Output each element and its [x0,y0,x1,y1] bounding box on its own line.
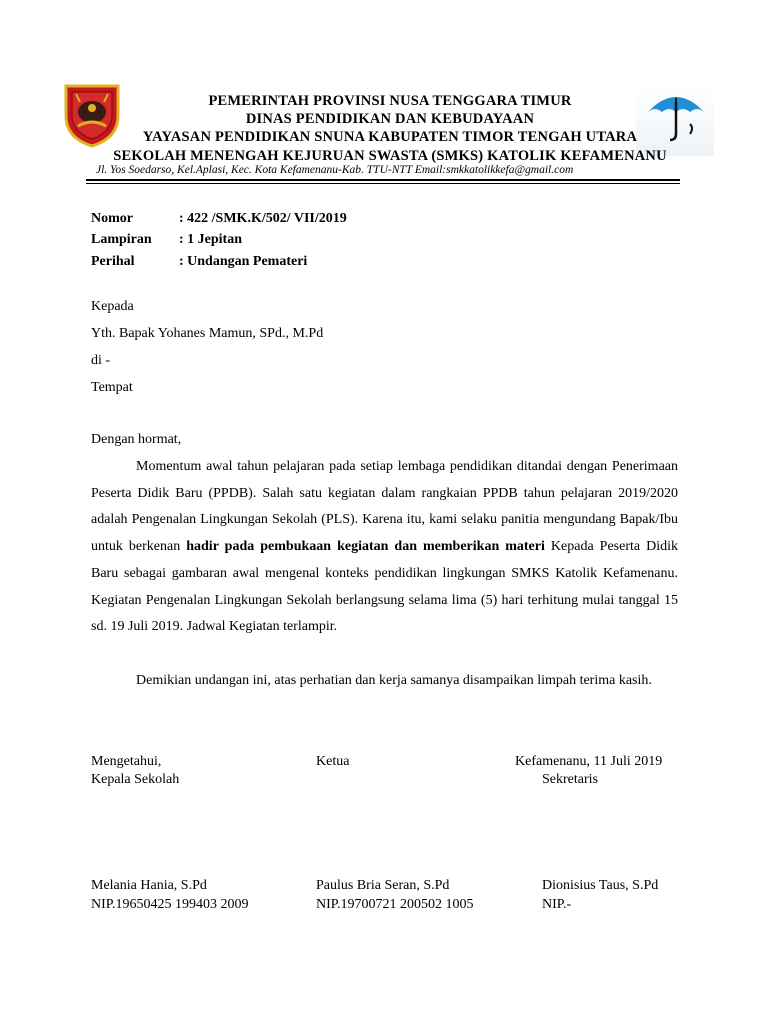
body-paragraph-2: Demikian undangan ini, atas perhatian dan kerja samanya disampaikan limpah terima kasih. [136,673,652,688]
letterhead-line-3: YAYASAN PENDIDIKAN SNUNA KABUPATEN TIMOR TENGAH UTARA [142,129,638,145]
sig-right-nip: NIP.- [542,897,572,912]
sig-left-name: Melania Hania, S.Pd [91,878,207,893]
sig-left-nip: NIP.19650425 199403 2009 [91,897,249,912]
nomor-value: : 422 /SMK.K/502/ VII/2019 [179,211,347,226]
lampiran-label: Lampiran [91,232,152,247]
recipient-di: di - [91,353,111,368]
letterhead-line-2: DINAS PENDIDIKAN DAN KEBUDAYAAN [245,111,535,127]
paragraph-1-part-2: Kepada Peserta Didik Baru sebagai gambaran awal mengenal konteks pendidikan lingkungan SMKS Katolik Kefamenanu. Kegiatan Pengenalan Lingkungan Sekolah berlangsung selama lima (5) hari terhitung mulai tanggal 15 sd. 19 Juli 2019. Jadwal Kegiatan terlampir. [91,539,678,635]
nomor-label: Nomor [91,211,133,226]
recipient-kepada: Kepada [91,299,134,314]
recipient-name: Yth. Bapak Yohanes Mamun, SPd., M.Pd [91,326,324,341]
letterhead-address: Jl. Yos Soedarso, Kel.Aplasi, Kec. Kota Kefamenanu-Kab. TTU-NTT Email:smkkatolikkefa@gmail.com [96,164,574,176]
sig-left-line2: Kepala Sekolah [91,772,180,787]
greeting: Dengan hormat, [91,432,182,447]
lampiran-value: : 1 Jepitan [179,232,242,247]
sig-middle-name: Paulus Bria Seran, S.Pd [316,878,450,893]
perihal-value: : Undangan Pemateri [179,254,308,269]
letterhead-line-4: SEKOLAH MENENGAH KEJURUAN SWASTA (SMKS) KATOLIK KEFAMENANU [113,148,667,164]
paragraph-1-bold: hadir pada pembukaan kegiatan dan memberikan materi [186,539,545,555]
sig-right-role: Sekretaris [542,772,598,787]
perihal-label: Perihal [91,254,135,269]
letterhead-rule-thick [86,179,680,181]
sig-right-name: Dionisius Taus, S.Pd [542,878,659,893]
letterhead-rule-thin [86,183,680,184]
recipient-tempat: Tempat [91,380,133,395]
sig-right-date: Kefamenanu, 11 Juli 2019 [515,754,663,769]
sig-middle-nip: NIP.19700721 200502 1005 [316,897,474,912]
body-paragraph-1 [91,454,678,641]
sig-left-line1: Mengetahui, [91,754,162,769]
paragraph-1-part-1: Momentum awal tahun pelajaran pada setiap lembaga pendidikan ditandai dengan Penerimaan Peserta Didik Baru (PPDB). Salah satu kegiatan dalam rangkaian PPDB tahun pelajaran 2019/2020 adalah Pengenalan Lingkungan Sekolah (PLS). Karena itu, kami selaku panitia mengundang Bapak/Ibu untuk berkenan [91,459,678,555]
sig-middle-line1: Ketua [316,754,350,769]
letterhead-line-1: PEMERINTAH PROVINSI NUSA TENGGARA TIMUR [208,93,572,109]
